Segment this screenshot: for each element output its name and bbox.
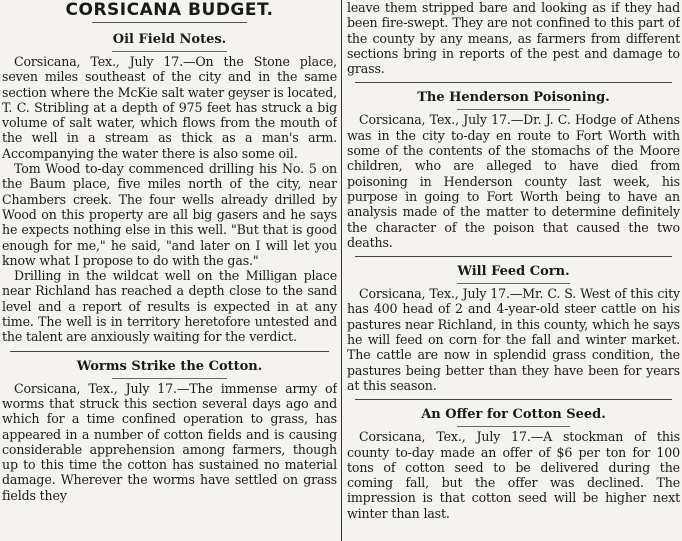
- oil-field-notes-heading: Oil Field Notes.: [112, 32, 227, 47]
- worms-paragraph-1: Corsicana, Tex., July 17.—The immense army of worms that struck this section several days ago and which for a time confined operation to grass, has appeared in a number of cotton fields and is causing considerable apprehension among farmers, though up to this time the cotton has sustained no material damage. Wherever the worms have settled on grass fields they: [2, 380, 337, 503]
- section-divider: [10, 351, 329, 352]
- oil-paragraph-2: Tom Wood to-day commenced drilling his No. 5 on the Baum place, five miles north of the city, near Chambers creek. The four wells already drilled by Wood on this property are all big gasers and he says he expects nothing else in this well. "But that is good enough for me," he said, "and later on I will let you know what I propose to do with the gas.": [2, 161, 337, 268]
- henderson-heading: The Henderson Poisoning.: [417, 90, 610, 106]
- cotton-seed-heading: An Offer for Cotton Seed.: [421, 407, 606, 423]
- section-divider: [355, 82, 672, 83]
- left-column: [2, 0, 337, 541]
- heading-rule: [112, 378, 227, 379]
- worms-heading: Worms Strike the Cotton.: [76, 358, 263, 374]
- oil-paragraph-1: Corsicana, Tex., July 17.—On the Stone place, seven miles southeast of the city and in the same section where the McKie salt water geyser is located, T. C. Stribling at a depth of 975 feet has struck a big volume of salt water, which flows from the mouth of the well in a stream as thick as a man's arm. Accompanying the water there is also some oil.: [2, 54, 337, 161]
- corn-paragraph-1: Corsicana, Tex., July 17.—Mr. C. S. West of this city has 400 head of 2 and 4-year-old steer cattle on his pastures near Richland, in this county, which he says he will feed on corn for the fall and winter market. The cattle are now in splendid grass condition, the pastures being better than they have been for years at this season.: [347, 286, 680, 393]
- heading-rule: [457, 109, 570, 110]
- column-rule: [341, 0, 342, 541]
- henderson-paragraph-1: Corsicana, Tex., July 17.—Dr. J. C. Hodge of Athens was in the city to-day en route to Fort Worth with some of the contents of the stomachs of the Moore children, who are alleged to have died from poisoning in Henderson county last week, his purpose in going to Fort Worth being to have an analysis made of the matter to determine definitely the character of the poison that caused the two deaths.: [347, 112, 680, 250]
- heading-rule: [457, 426, 570, 427]
- corn-heading: Will Feed Corn.: [457, 264, 570, 280]
- section-divider: [355, 256, 672, 257]
- oil-paragraph-3: Drilling in the wildcat well on the Milligan place near Richland has reached a depth close to the sand level and a report of results is expected in at any time. The well is in territory heretofore untested and the talent are anxiously waiting for the verdict.: [2, 268, 337, 345]
- section-divider: [355, 399, 672, 400]
- heading-rule: [457, 283, 570, 284]
- cotton-seed-paragraph-1: Corsicana, Tex., July 17.—A stockman of this county to-day made an offer of $6 per ton for 100 tons of cotton seed to be delivered during the coming fall, but the offer was declined. The impression is that cotton seed will be higher next winter than last.: [347, 429, 680, 521]
- right-column: [347, 0, 680, 541]
- masthead: CORSICANA BUDGET.: [65, 0, 274, 20]
- heading-rule: [112, 51, 227, 52]
- masthead-rule: [92, 22, 247, 23]
- worms-paragraph-continued: leave them stripped bare and looking as if they had been fire-swept. They are not confined to this part of the county by any means, as farmers from different sections bring in reports of the pest and damage to grass.: [347, 0, 680, 77]
